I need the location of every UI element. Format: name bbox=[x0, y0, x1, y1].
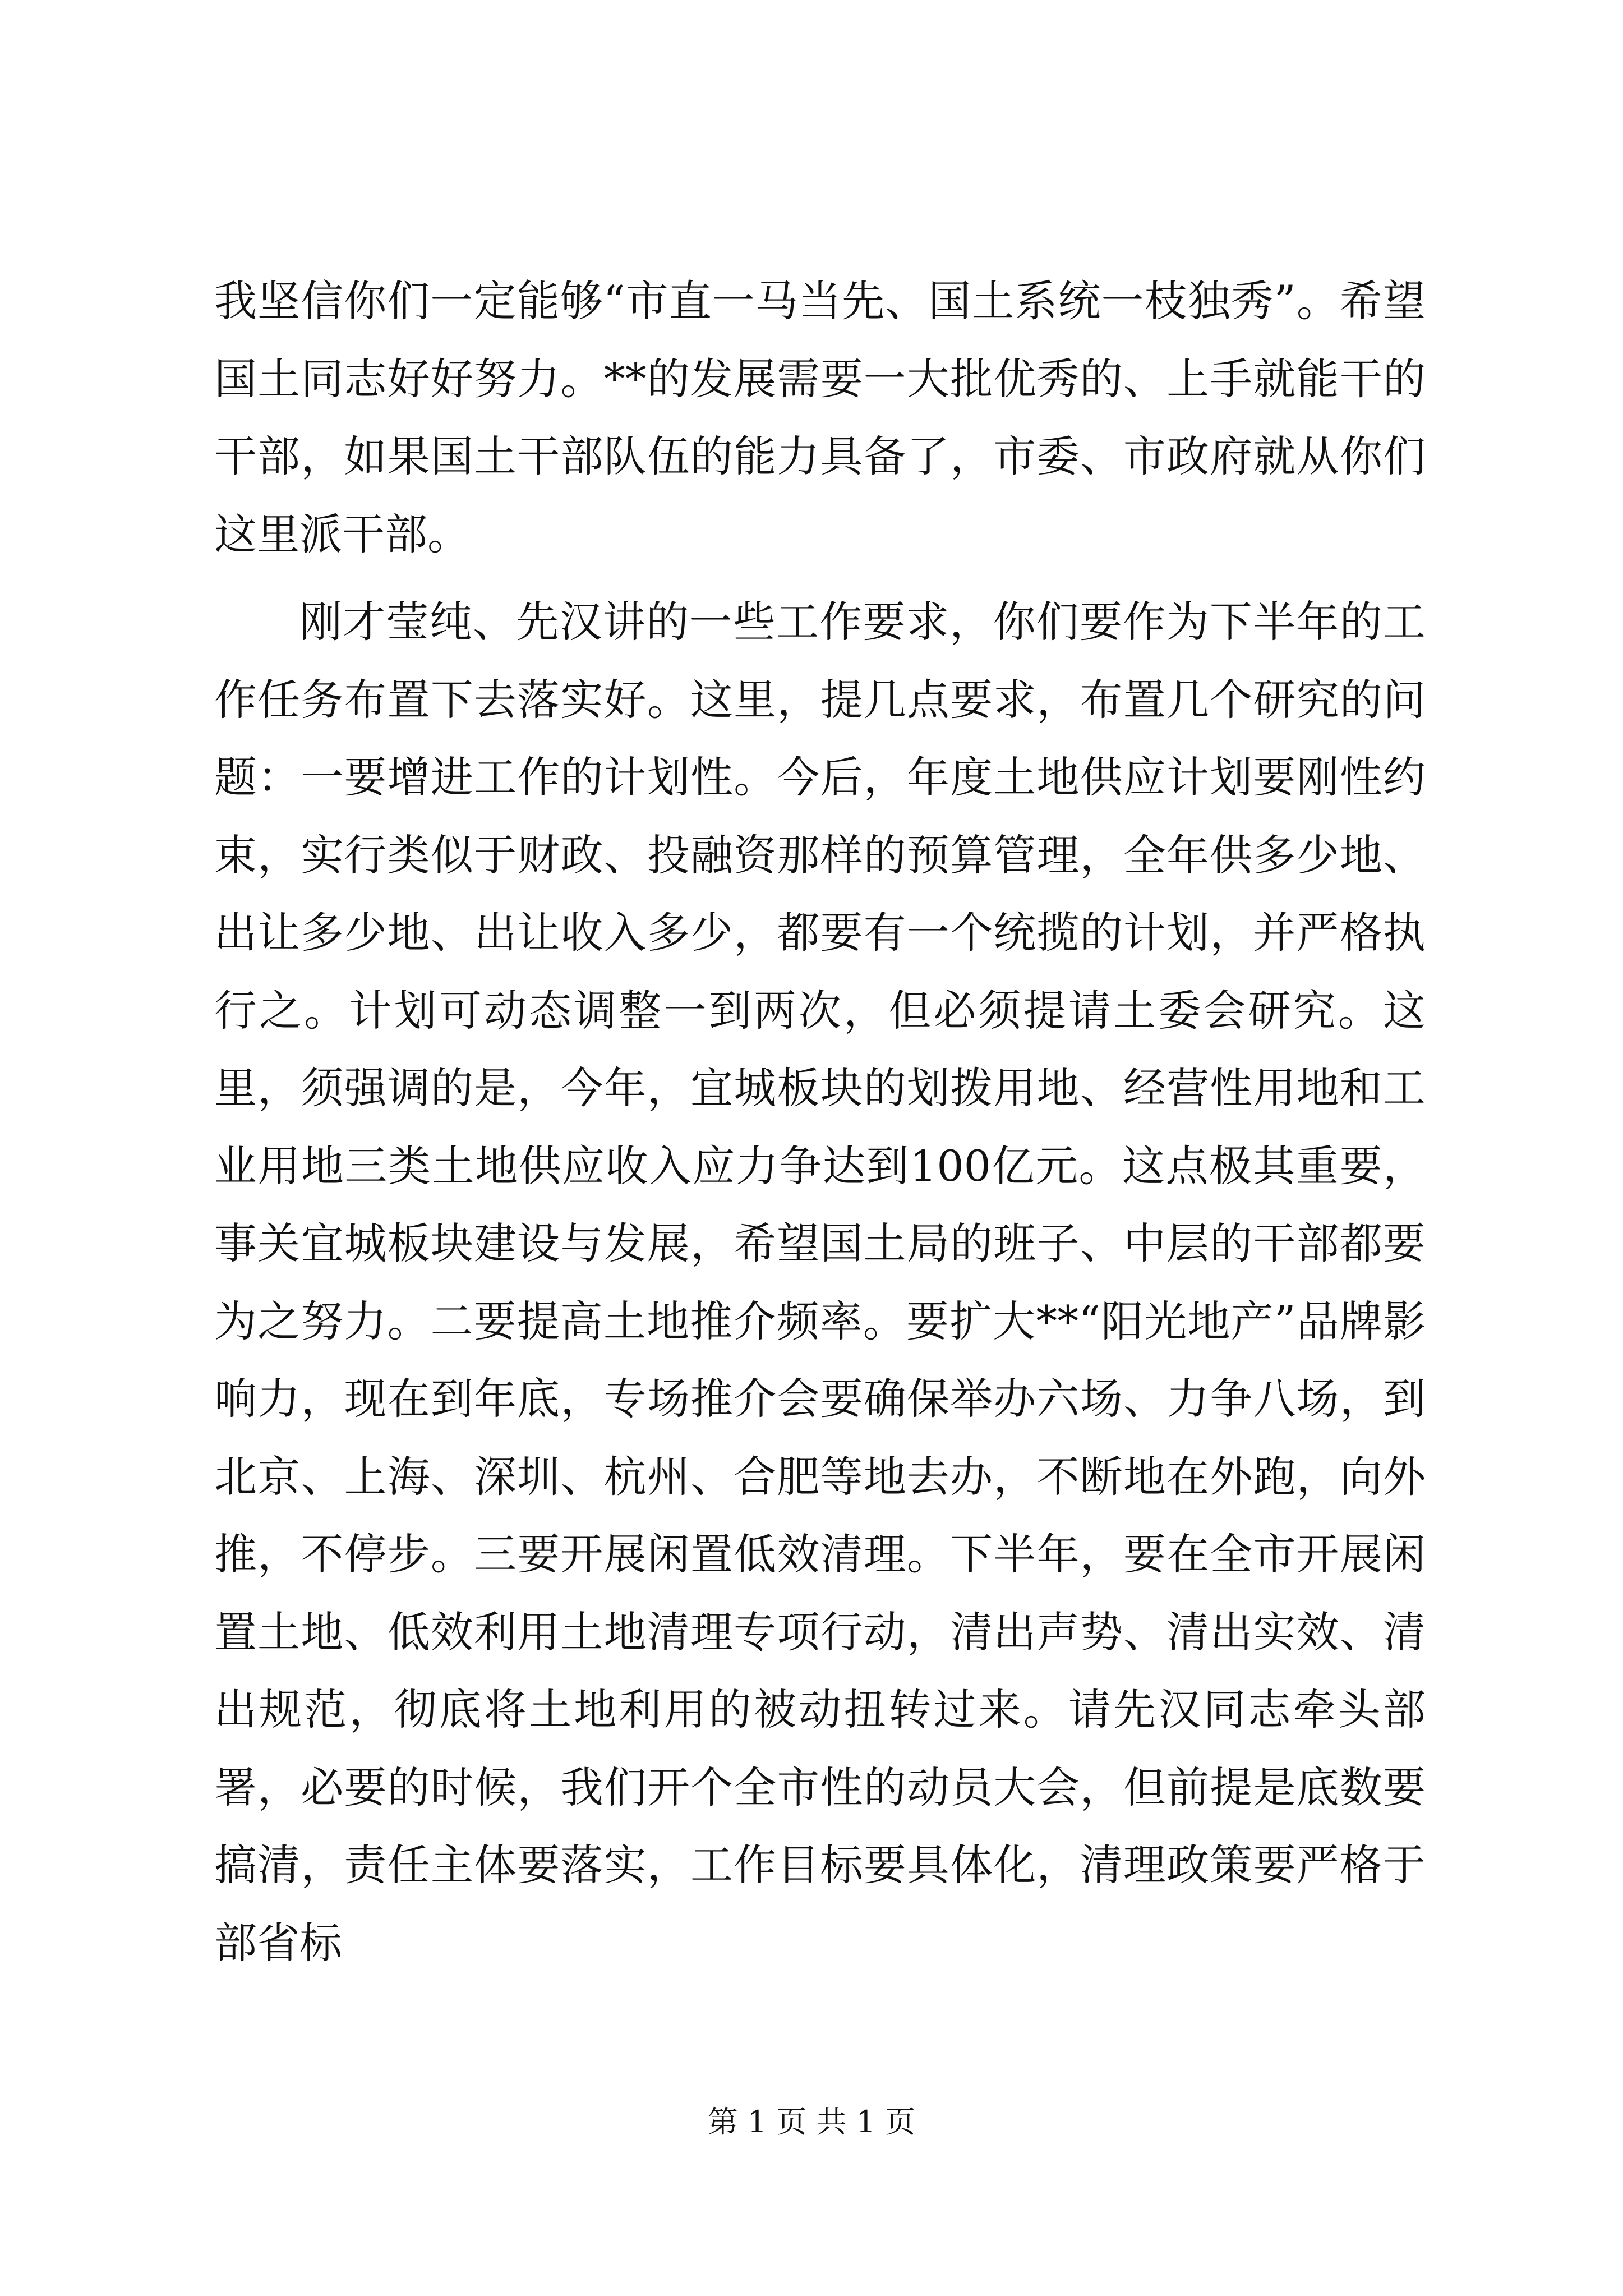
paragraph-2: 刚才莹纯、先汉讲的一些工作要求，你们要作为下半年的工作任务布置下去落实好。这里，提几点要求，布置几个研究的问题：一要增进工作的计划性。今后，年度土地供应计划要刚性约束，实行类似于财政、投融资那样的预算管理，全年供多少地、出让多少地、出让收入多少，都要有一个统揽的计划，并严格执行之。计划可动态调整一到两次，但必须提请土委会研究。这里，须强调的是，今年，宜城板块的划拨用地、经营性用地和工业用地三类土地供应收入应力争达到100亿元。这点极其重要，事关宜城板块建设与发展，希望国土局的班子、中层的干部都要为之努力。二要提高土地推介频率。要扩大**“阳光地产”品牌影响力，现在到年底，专场推介会要确保举办六场、力争八场，到北京、上海、深圳、杭州、合肥等地去办，不断地在外跑，向外推，不停步。三要开展闲置低效清理。下半年，要在全市开展闲置土地、低效利用土地清理专项行动，清出声势、清出实效、清出规范，彻底将土地利用的被动扭转过来。请先汉同志牵头部署，必要的时候，我们开个全市性的动员大会，但前提是底数要搞清，责任主体要落实，工作目标要具体化，清理政策要严格于部省标 bbox=[214, 597, 1426, 1968]
document-body bbox=[214, 263, 1426, 1982]
page-footer: 第 1 页 共 1 页 bbox=[707, 2104, 916, 2139]
paragraph-1: 我坚信你们一定能够“市直一马当先、国土系统一枝独秀”。希望国土同志好好努力。**的发展需要一大批优秀的、上手就能干的干部，如果国土干部队伍的能力具备了，市委、市政府就从你们这里派干部。 bbox=[214, 276, 1426, 559]
